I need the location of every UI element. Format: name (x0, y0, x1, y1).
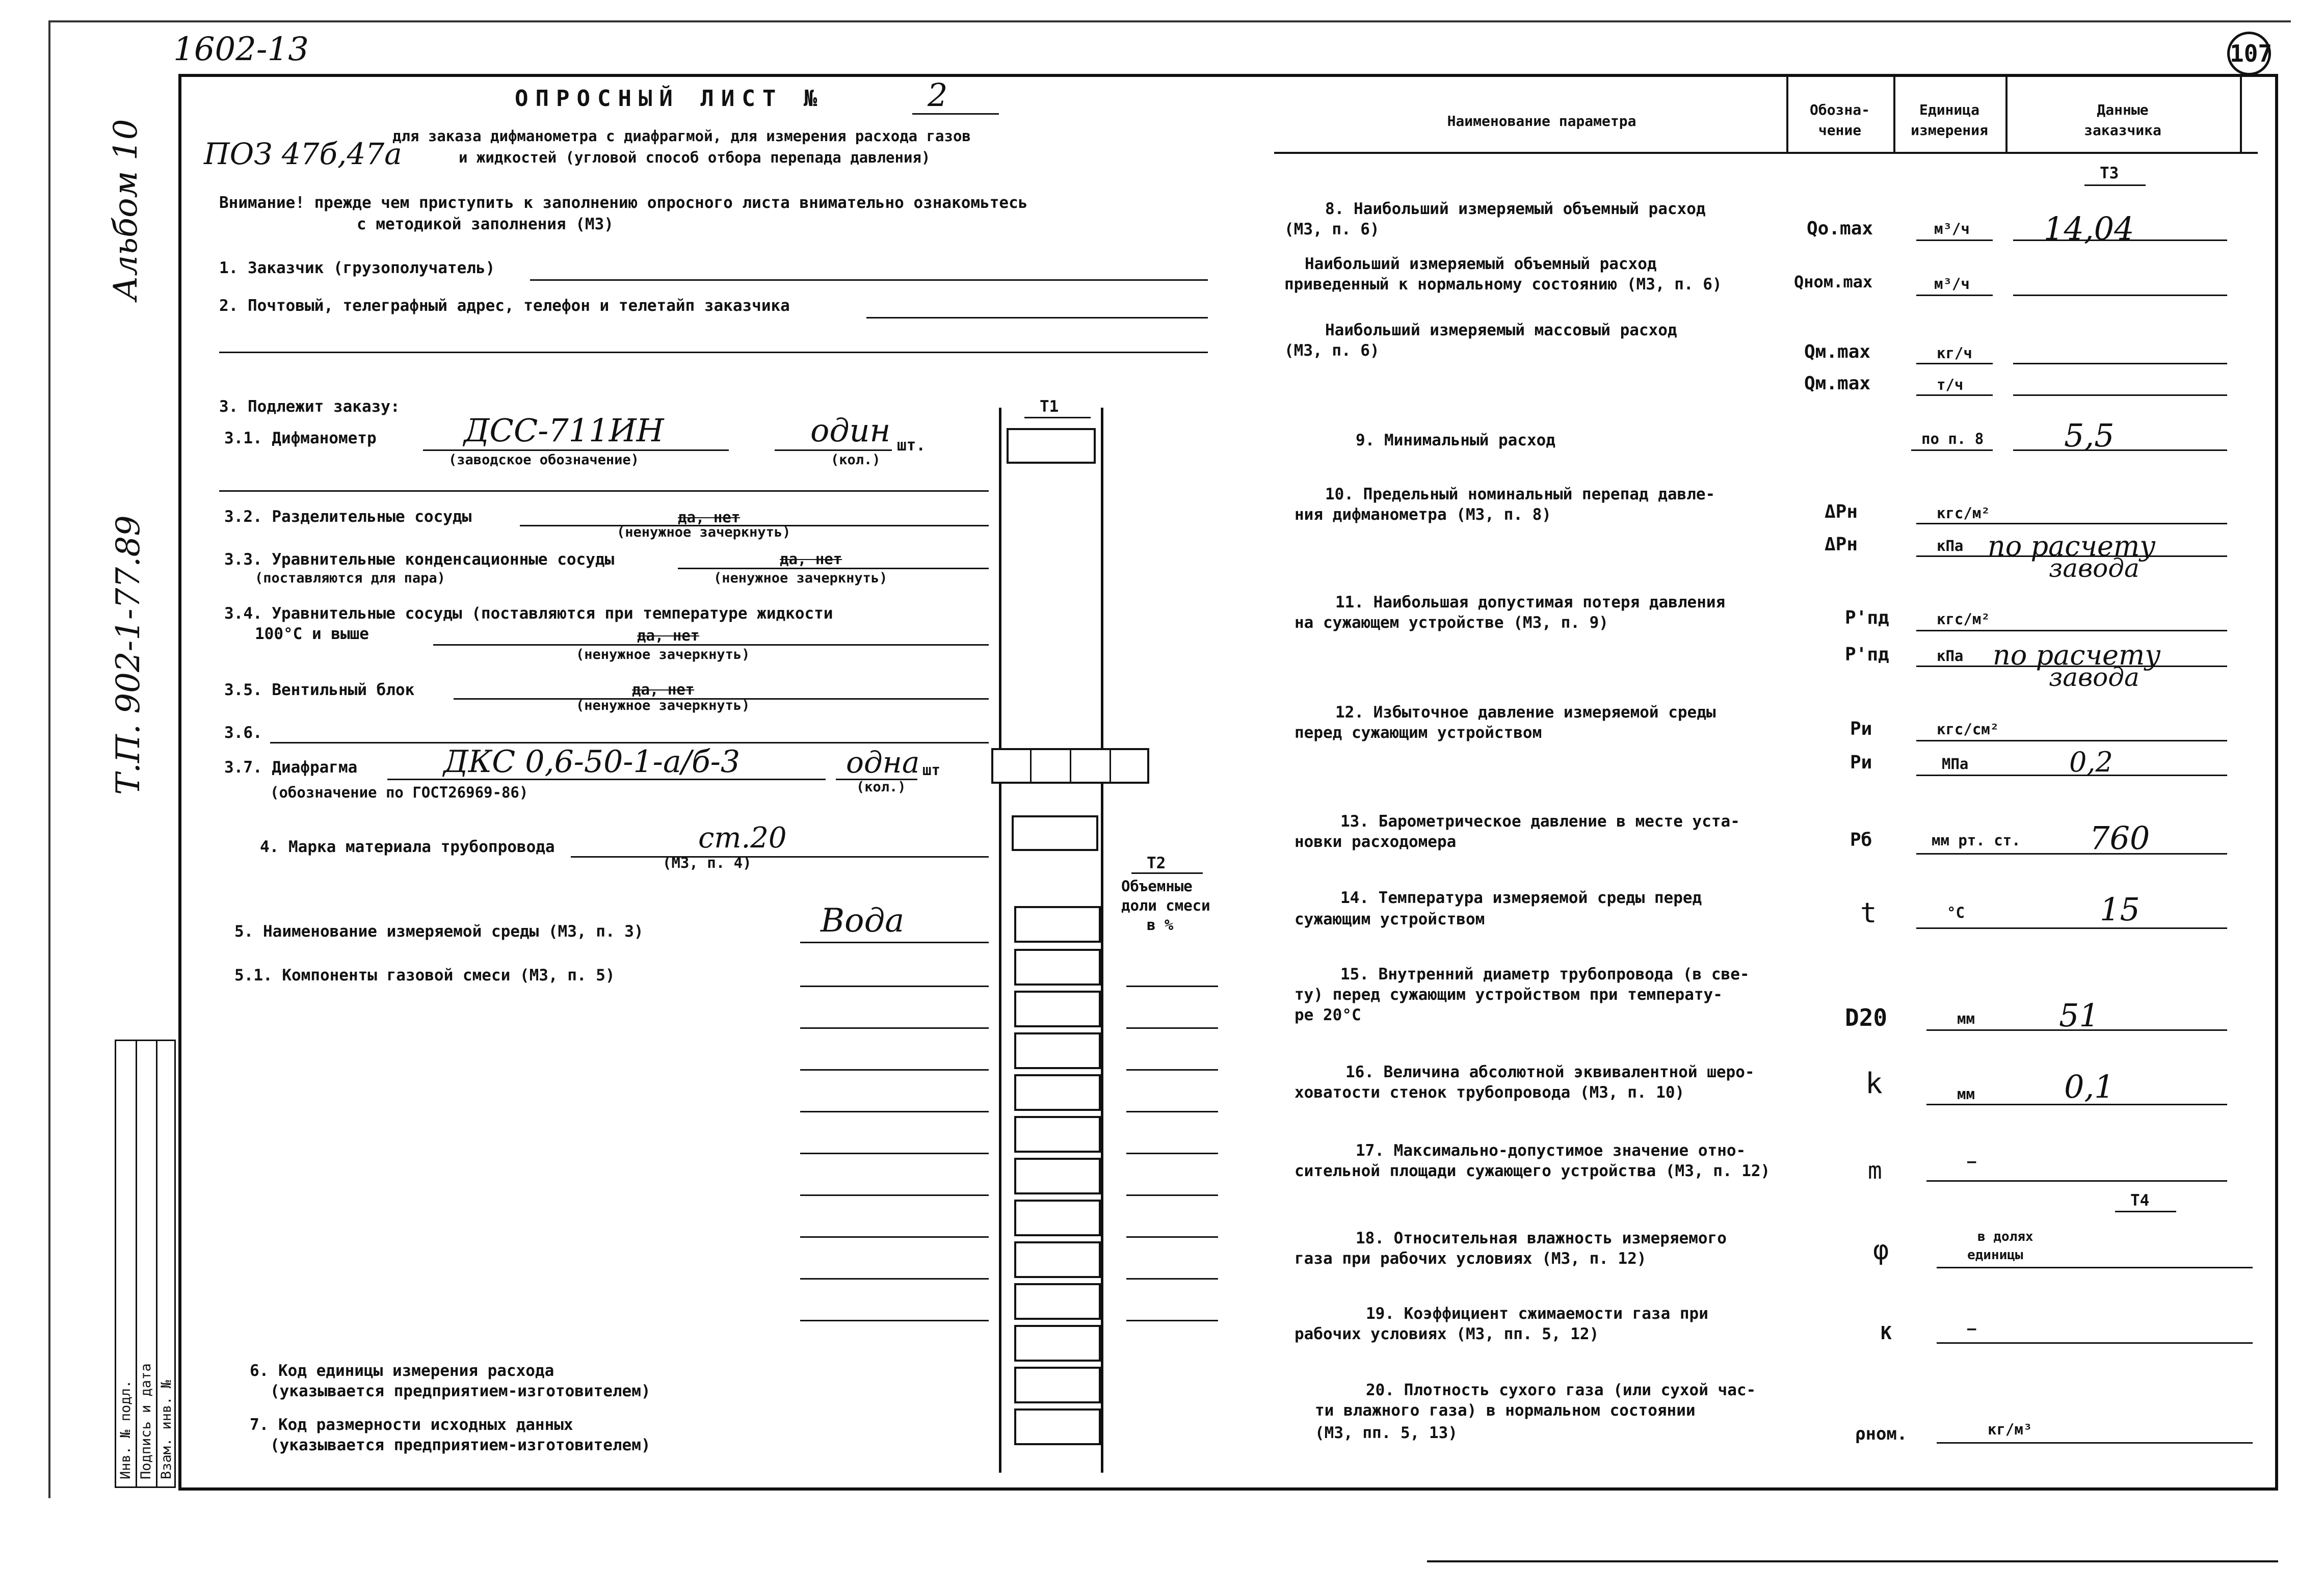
p9-value: 5,5 (2064, 417, 2115, 454)
p8b-line-2: приведенный к нормальному состоянию (МЗ, п. 6) (1284, 275, 1722, 294)
item-3-7-label: 3.7. Диафрагма (224, 758, 358, 777)
item-4-label: 4. Марка материала трубопровода (260, 838, 555, 856)
p8-line-2: (МЗ, п. 6) (1284, 220, 1380, 238)
stamp-label-1: Инв. № подл. (118, 1379, 134, 1479)
stamp-label-3: Взам. инв. № (159, 1379, 174, 1479)
item-3-7-hint: (обозначение по ГОСТ26969-86) (270, 784, 529, 801)
p11-line-1: 11. Наибольшая допустимая потеря давления (1335, 593, 1726, 612)
item-5-label: 5. Наименование измеряемой среды (МЗ, п. 3) (234, 922, 644, 941)
item-3-4-sub: 100°С и выше (255, 625, 369, 643)
item-3-1-unit: шт. (897, 436, 926, 455)
page-number: 107 (2227, 32, 2271, 75)
item-3-7-value: ДКС 0,6-50-1-а/б-3 (443, 744, 741, 780)
p11-value-2: завода (2049, 662, 2140, 692)
item-3-5-choice: да, нет (632, 681, 695, 698)
p8c-unit-2: т/ч (1937, 376, 1964, 393)
p11-unit-2: кПа (1937, 647, 1964, 664)
p8-unit: м³/ч (1934, 220, 1970, 237)
p19-line-2: рабочих условиях (МЗ, пп. 5, 12) (1295, 1325, 1599, 1343)
code-box-5-1-a[interactable] (1014, 949, 1101, 986)
p10-unit-1: кгс/м² (1937, 504, 1990, 522)
t2-label: Т2 (1147, 854, 1166, 872)
code-box-5-1-c[interactable] (1014, 1032, 1101, 1069)
p8c-symbol-1: Qм.max (1804, 341, 1871, 362)
code-box-5[interactable] (1014, 906, 1101, 943)
item-3-7-unit: шт (922, 761, 940, 779)
header-data-1: Данные (2097, 101, 2149, 118)
p13-line-2: новки расходомера (1295, 833, 1457, 851)
p10-unit-2: кПа (1937, 537, 1964, 554)
p12-unit-2: МПа (1942, 755, 1969, 773)
item-3-3-choice: да, нет (780, 550, 842, 568)
p8c-symbol-2: Qм.max (1804, 373, 1871, 394)
t2-caption-3: в % (1147, 916, 1174, 934)
form-number: 2 (928, 76, 948, 114)
p16-line-1: 16. Величина абсолютной эквивалентной шеро- (1345, 1063, 1755, 1081)
header-symbol-2: чение (1818, 122, 1862, 139)
item-3-1-qty-hint: (кол.) (831, 452, 881, 468)
item-6-hint: (указывается предприятием-изготовителем) (270, 1382, 651, 1400)
stamp-block (115, 1040, 176, 1488)
p18-unit-2: единицы (1967, 1247, 2023, 1263)
p19-line-1: 19. Коэффициент сжимаемости газа при (1366, 1305, 1708, 1323)
p8-value: 14,04 (2044, 210, 2134, 247)
item-3-1-qty: один (810, 412, 891, 449)
p14-line-1: 14. Температура измеряемой среды перед (1340, 889, 1702, 907)
p9-unit: по п. 8 (1921, 430, 1984, 447)
p11-symbol-1: P'пд (1845, 607, 1889, 628)
header-unit-1: Единица (1919, 101, 1979, 118)
p20-line-1: 20. Плотность сухого газа (или сухой час- (1366, 1381, 1756, 1399)
pos-number: ПОЗ 47б,47а (204, 137, 402, 171)
item-3-4-hint: (ненужное зачеркнуть) (576, 647, 750, 662)
item-7-hint: (указывается предприятием-изготовителем) (270, 1436, 651, 1454)
item-3-7-qty: одна (846, 745, 920, 780)
item-3-2-hint: (ненужное зачеркнуть) (617, 524, 791, 540)
item-3-7-qty-hint: (кол.) (856, 779, 906, 795)
t1-label: Т1 (1040, 397, 1059, 416)
p11-value: по расчету (1993, 639, 2161, 671)
item-3-5-label: 3.5. Вентильный блок (224, 681, 415, 699)
item-3-4-label: 3.4. Уравнительные сосуды (поставляются при температуре жидкости (224, 604, 833, 623)
p8c-line-2: (МЗ, п. 6) (1284, 341, 1380, 360)
p10-line-1: 10. Предельный номинальный перепад давле- (1325, 485, 1715, 503)
p20-unit: кг/м³ (1988, 1421, 2032, 1438)
header-parameter-name: Наименование параметра (1447, 113, 1636, 129)
p11-unit-1: кгс/м² (1937, 610, 1990, 628)
p11-symbol-2: P'пд (1845, 644, 1889, 665)
header-data-2: заказчика (2084, 122, 2161, 139)
p15-unit: мм (1957, 1010, 1975, 1027)
p8c-unit-1: кг/ч (1937, 344, 1972, 362)
p13-line-1: 13. Барометрическое давление в месте уста- (1340, 812, 1740, 831)
attention-line-2: с методикой заполнения (МЗ) (357, 215, 614, 233)
item-5-value: Вода (821, 902, 905, 940)
p12-symbol-2: Pи (1850, 752, 1872, 773)
code-box-6[interactable] (1014, 1367, 1101, 1403)
item-4-hint: (МЗ, п. 4) (663, 854, 752, 871)
item-3-1-label: 3.1. Дифманометр (224, 429, 377, 447)
p18-symbol: φ (1873, 1235, 1889, 1266)
item-3-3-sub: (поставляются для пара) (255, 570, 445, 586)
item-3-2-choice: да, нет (678, 509, 741, 526)
header-unit-2: измерения (1911, 122, 1988, 139)
p16-value: 0,1 (2064, 1068, 2115, 1105)
subtitle-1: для заказа дифманометра с диафрагмой, для измерения расхода газов (392, 127, 971, 145)
item-3-1-hint: (заводское обозначение) (448, 452, 639, 468)
t1-box[interactable] (1007, 428, 1096, 464)
p14-line-2: сужающим устройством (1295, 910, 1485, 928)
p10-value: по расчету (1988, 530, 2156, 562)
p12-line-2: перед сужающим устройством (1295, 724, 1542, 742)
p10-line-2: ния дифманометра (МЗ, п. 8) (1295, 506, 1551, 524)
p12-unit-1: кгс/см² (1937, 721, 1999, 738)
item-3-3-hint: (ненужное зачеркнуть) (714, 570, 888, 586)
p10-symbol-2: ΔPн (1825, 534, 1858, 555)
p10-symbol-1: ΔPн (1825, 501, 1858, 522)
code-box-5-1-i[interactable] (1014, 1283, 1101, 1320)
p8b-symbol: Qном.max (1794, 272, 1873, 291)
p13-value: 760 (2090, 819, 2150, 857)
item-3-2-label: 3.2. Разделительные сосуды (224, 508, 472, 526)
p17-symbol: m (1868, 1157, 1882, 1184)
item-4-value: ст.20 (698, 821, 787, 855)
doc-code: 1602-13 (173, 31, 309, 68)
p13-symbol: Pб (1850, 830, 1872, 850)
t2-caption-1: Объемные (1121, 878, 1193, 895)
t3-label: Т3 (2100, 164, 2119, 182)
p8b-unit: м³/ч (1934, 275, 1970, 293)
p8c-line-1: Наибольший измеряемый массовый расход (1325, 321, 1677, 339)
p17-unit: — (1967, 1153, 1976, 1170)
p15-value: 51 (2059, 997, 2099, 1034)
p9-line-1: 9. Минимальный расход (1356, 431, 1555, 449)
header-symbol-1: Обозна- (1809, 101, 1870, 118)
p15-symbol: D20 (1845, 1004, 1888, 1031)
item-7-label: 7. Код размерности исходных данных (250, 1416, 573, 1434)
series-label: Т.П. 902-1-77.89 (110, 515, 147, 795)
p15-line-2: ту) перед сужающим устройством при температу- (1295, 986, 1723, 1004)
p14-unit: °C (1947, 904, 1965, 921)
p16-symbol: k (1865, 1067, 1883, 1100)
p15-line-3: ре 20°С (1295, 1006, 1361, 1024)
item-3-1-value: ДСС-711ИН (464, 412, 664, 449)
p18-line-2: газа при рабочих условиях (МЗ, п. 12) (1295, 1250, 1647, 1268)
p8-symbol: Qо.max (1807, 218, 1873, 239)
p14-symbol: t (1860, 897, 1877, 929)
p20-symbol: ρном. (1855, 1424, 1908, 1444)
t2-caption-2: доли смеси (1121, 897, 1210, 914)
p12-symbol-1: Pи (1850, 719, 1872, 739)
code-box-5-1-g[interactable] (1014, 1200, 1101, 1236)
p10-value-2: завода (2049, 553, 2140, 583)
album-label: Альбом 10 (107, 119, 145, 301)
code-box-5-1-j[interactable] (1014, 1325, 1101, 1362)
item-3-6-label: 3.6. (224, 724, 262, 742)
p18-unit-1: в долях (1977, 1229, 2034, 1244)
p16-line-2: ховатости стенок трубопровода (МЗ, п. 10) (1295, 1083, 1685, 1102)
p15-line-1: 15. Внутренний диаметр трубопровода (в све- (1340, 965, 1750, 983)
code-box-4[interactable] (1012, 815, 1098, 851)
item-6-label: 6. Код единицы измерения расхода (250, 1362, 554, 1380)
code-box-5-1-f[interactable] (1014, 1158, 1101, 1194)
item-5-1-label: 5.1. Компоненты газовой смеси (МЗ, п. 5) (234, 966, 615, 985)
code-box-5-1-b[interactable] (1014, 991, 1101, 1027)
item-3-3-label: 3.3. Уравнительные конденсационные сосуды (224, 550, 615, 569)
code-box-5-1-e[interactable] (1014, 1116, 1101, 1153)
code-box-7[interactable] (1014, 1408, 1101, 1445)
form-title: ОПРОСНЫЙ ЛИСТ № (515, 86, 825, 112)
code-box-5-1-d[interactable] (1014, 1074, 1101, 1111)
p13-unit: мм рт. ст. (1932, 832, 2021, 849)
t4-label: Т4 (2130, 1191, 2150, 1210)
item-1-label: 1. Заказчик (грузополучатель) (219, 259, 495, 277)
attention-line-1: Внимание! прежде чем приступить к заполнению опросного листа внимательно ознакомьтесь (219, 194, 1028, 212)
item-3-5-hint: (ненужное зачеркнуть) (576, 698, 750, 713)
code-box-5-1-h[interactable] (1014, 1241, 1101, 1278)
p18-line-1: 18. Относительная влажность измеряемого (1356, 1229, 1727, 1247)
p20-line-2: ти влажного газа) в нормальном состоянии (1315, 1401, 1696, 1420)
p11-line-2: на сужающем устройстве (МЗ, п. 9) (1295, 614, 1608, 632)
t1-diaphragm-boxes[interactable] (991, 748, 1149, 784)
p17-line-2: сительной площади сужающего устройства (МЗ, п. 12) (1295, 1162, 1771, 1180)
p17-line-1: 17. Максимально-допустимое значение отно- (1356, 1141, 1746, 1160)
stamp-label-2: Подпись и дата (138, 1363, 154, 1479)
item-2-label: 2. Почтовый, телеграфный адрес, телефон и телетайп заказчика (219, 297, 790, 315)
p12-value: 0,2 (2069, 746, 2113, 778)
p8-line-1: 8. Наибольший измеряемый объемный расход (1325, 200, 1706, 218)
p8b-line-1: Наибольший измеряемый объемный расход (1305, 255, 1657, 273)
item-3-4-choice: да, нет (637, 627, 700, 644)
p16-unit: мм (1957, 1085, 1975, 1103)
p19-symbol: К (1881, 1323, 1892, 1344)
subtitle-2: и жидкостей (угловой способ отбора перепада давления) (459, 149, 931, 166)
item-3-label: 3. Подлежит заказу: (219, 397, 400, 416)
p20-line-3: (МЗ, пп. 5, 13) (1315, 1424, 1458, 1442)
p12-line-1: 12. Избыточное давление измеряемой среды (1335, 703, 1716, 722)
p14-value: 15 (2100, 891, 2140, 928)
p19-unit: — (1967, 1320, 1976, 1337)
